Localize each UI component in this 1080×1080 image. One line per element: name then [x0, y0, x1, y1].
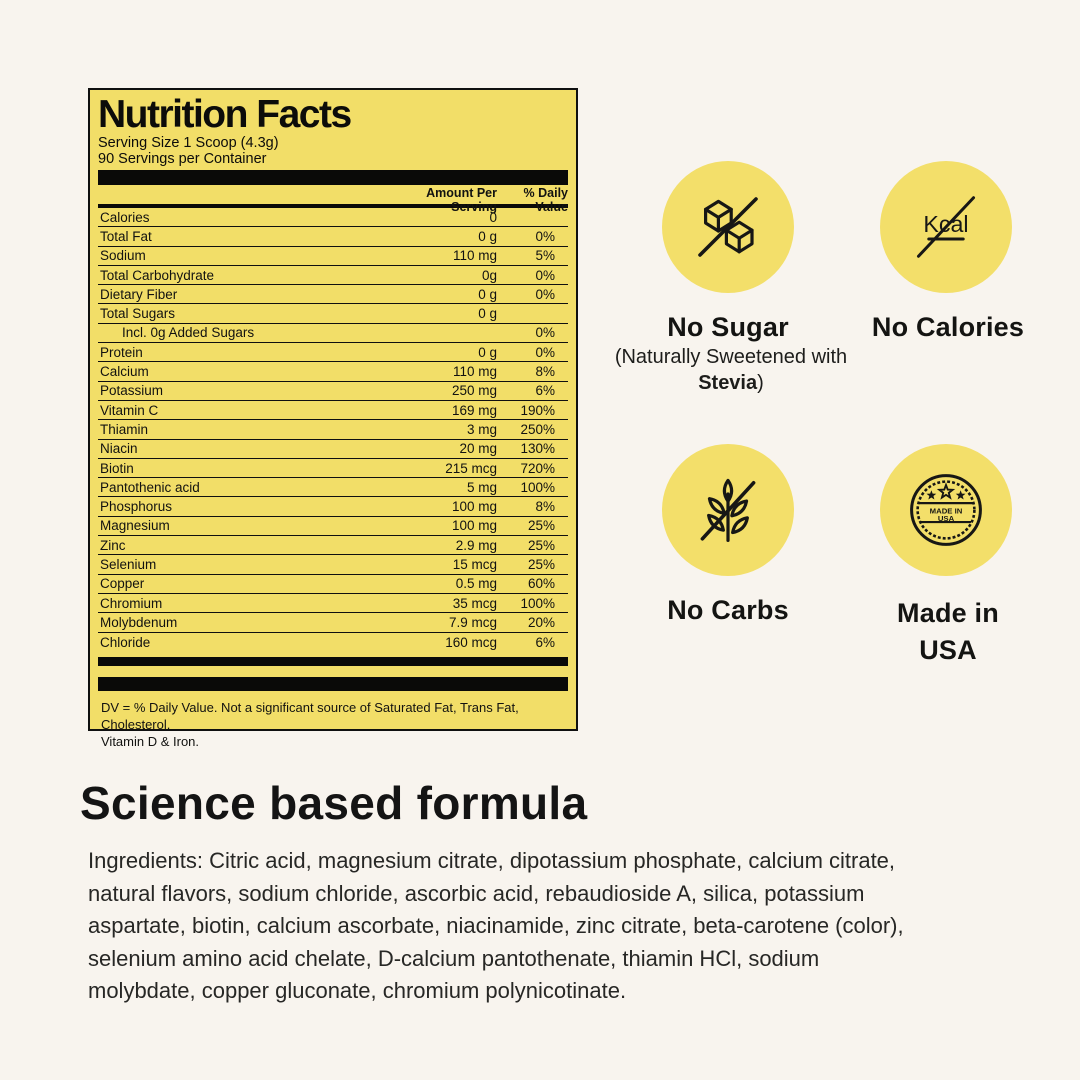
nutrient-amount: 215 mcg	[445, 460, 497, 476]
nutrient-name: Thiamin	[100, 421, 149, 437]
nutrition-row	[98, 420, 568, 439]
nutrient-daily-value: 100%	[520, 479, 555, 495]
nutrient-daily-value: 130%	[520, 441, 555, 457]
nutrient-daily-value: 6%	[535, 634, 555, 650]
nutrient-name: Phosphorus	[100, 499, 173, 515]
nutrition-row	[98, 382, 568, 401]
nutrient-amount: 35 mcg	[452, 595, 497, 611]
nutrition-row	[98, 459, 568, 478]
servings-per-container-text: 90 Servings per Container	[98, 151, 267, 167]
nutrient-amount: 20 mg	[459, 441, 497, 457]
divider-bar-thick	[98, 677, 568, 691]
divider-bar-thick	[98, 657, 568, 666]
ingredients-paragraph: Ingredients: Citric acid, magnesium citrate, dipotassium phosphate, calcium citrate, natural flavors, sodium chloride, ascorbic acid, rebaudioside A, silica, potassium aspartate, biotin, calcium ascorbate, niacinamide, zinc citrate, beta-carotene (color), selenium amino acid chelate, D-calcium pantothenate, thiamin HCl, sodium molybdate, copper gluconate, chromium polynicotinate.	[88, 848, 904, 1004]
nutrient-amount: 0g	[481, 267, 497, 283]
nutrition-row	[98, 633, 568, 652]
nutrient-name: Calcium	[100, 364, 149, 380]
nutrition-row	[98, 324, 568, 343]
nutrient-name: Calories	[100, 209, 150, 225]
nutrient-amount: 110 mg	[452, 248, 497, 264]
nutrition-row	[98, 517, 568, 536]
nutrient-amount: 169 mg	[451, 402, 497, 418]
nutrient-amount: 0 g	[478, 344, 497, 360]
made-in-usa-seal-icon	[903, 467, 989, 553]
star-icon	[956, 490, 966, 499]
nutrient-daily-value: 0%	[535, 228, 555, 244]
nutrient-name: Dietary Fiber	[100, 286, 178, 302]
nutrient-amount: 160 mcg	[445, 634, 497, 650]
nutrient-name: Pantothenic acid	[100, 479, 200, 495]
nutrient-name: Biotin	[100, 460, 134, 476]
nutrition-row	[98, 440, 568, 459]
nutrient-amount: 0 g	[478, 306, 497, 322]
nutrition-row	[98, 555, 568, 574]
nutrient-daily-value: 8%	[535, 499, 555, 515]
nutrient-daily-value: 190%	[520, 402, 555, 418]
made-in-usa-label-line1: Made in	[897, 598, 999, 628]
nutrient-amount: 7.9 mcg	[448, 614, 497, 630]
nutrient-name: Molybdenum	[100, 614, 178, 630]
nutrient-daily-value: 8%	[535, 364, 555, 380]
nutrition-row	[98, 362, 568, 381]
nutrition-row	[98, 497, 568, 516]
nutrient-daily-value: 0%	[535, 344, 555, 360]
amount-column-header: Amount Per Serving	[426, 186, 497, 214]
science-based-formula-heading: Science based formula	[80, 777, 588, 829]
nutrition-row	[98, 247, 568, 266]
nutrient-amount: 100 mg	[451, 518, 497, 534]
nutrient-name: Chloride	[100, 634, 151, 650]
nutrient-daily-value: 20%	[527, 614, 555, 630]
nutrient-daily-value: 720%	[520, 460, 555, 476]
nutrition-facts-label	[88, 88, 578, 749]
nutrition-row	[98, 594, 568, 613]
nutrient-name: Protein	[100, 344, 143, 360]
nutrition-row	[98, 536, 568, 555]
seal-usa-text: USA	[937, 513, 955, 523]
nutrient-name: Total Sugars	[100, 306, 176, 322]
nutrition-row	[98, 266, 568, 285]
daily-value-footnote	[98, 699, 568, 750]
no-calories-badge	[880, 161, 1012, 293]
nutrition-row	[98, 478, 568, 497]
nutrient-daily-value: 25%	[527, 518, 555, 534]
kcal-text: Kcal	[923, 211, 969, 238]
nutrient-daily-value: 0%	[535, 267, 555, 283]
subtext-prefix: (Naturally Sweetened with	[614, 346, 848, 368]
nutrient-name: Magnesium	[100, 518, 170, 534]
wheat-crossed-icon	[688, 470, 768, 550]
nutrient-amount: 15 mcg	[452, 556, 497, 572]
nutrient-name: Copper	[100, 576, 145, 592]
serving-size-text: Serving Size 1 Scoop (4.3g)	[98, 135, 279, 151]
nutrient-daily-value: 0%	[535, 286, 555, 302]
nutrition-row	[98, 575, 568, 594]
made-in-usa-badge	[880, 444, 1012, 576]
nutrient-name: Sodium	[100, 248, 146, 264]
kcal-crossed-icon	[903, 184, 989, 270]
nutrient-name: Niacin	[100, 441, 138, 457]
nutrient-amount: 0	[489, 209, 497, 225]
nutrition-row	[98, 304, 568, 323]
nutrition-row	[98, 343, 568, 362]
no-carbs-badge	[662, 444, 794, 576]
nutrient-daily-value: 0%	[535, 325, 555, 341]
nutrient-name: Incl. 0g Added Sugars	[122, 325, 255, 341]
footnote-line: Vitamin D & Iron.	[101, 733, 200, 749]
nutrition-row	[98, 613, 568, 632]
nutrient-daily-value: 250%	[520, 421, 555, 437]
no-carbs-label: No Carbs	[667, 595, 789, 625]
star-icon	[939, 485, 952, 498]
made-in-usa-label-line2: USA	[919, 635, 977, 665]
nutrition-facts-title: Nutrition Facts	[98, 93, 351, 136]
seal-made-in-text: MADE IN	[929, 506, 963, 516]
nutrient-name: Zinc	[100, 537, 126, 553]
nutrient-name: Vitamin C	[100, 402, 159, 418]
no-sugar-label: No Sugar	[667, 312, 789, 342]
nutrition-row	[98, 401, 568, 420]
nutrient-daily-value: 25%	[527, 537, 555, 553]
no-sugar-badge	[662, 161, 794, 293]
nutrient-amount: 110 mg	[452, 364, 497, 380]
made-in-usa-label	[838, 595, 1058, 669]
nutrient-amount: 3 mg	[466, 421, 497, 437]
nutrient-amount: 5 mg	[466, 479, 497, 495]
nutrition-row	[98, 227, 568, 246]
nutrient-daily-value: 6%	[535, 383, 555, 399]
nutrition-column-headers	[98, 186, 568, 214]
nutrient-amount: 250 mg	[451, 383, 497, 399]
nutrient-amount: 2.9 mg	[455, 537, 497, 553]
divider-bar-thick	[98, 170, 568, 185]
nutrient-name: Total Carbohydrate	[100, 267, 215, 283]
nutrient-daily-value: 5%	[535, 248, 555, 264]
footnote-line: DV = % Daily Value. Not a significant source of Saturated Fat, Trans Fat, Cholesterol.	[101, 699, 519, 732]
nutrient-amount: 100 mg	[451, 499, 497, 515]
subtext-stevia: Stevia	[698, 372, 758, 394]
nutrient-amount: 0.5 mg	[455, 576, 497, 592]
no-calories-label: No Calories	[871, 312, 1025, 342]
no-sugar-subtext	[611, 344, 851, 396]
nutrient-daily-value: 60%	[527, 576, 555, 592]
nutrient-name: Potassium	[100, 383, 164, 399]
daily-value-column-header: % Daily Value	[523, 186, 568, 214]
nutrient-name: Total Fat	[100, 228, 152, 244]
subtext-suffix: )	[757, 372, 764, 394]
star-icon	[926, 490, 936, 499]
nutrient-daily-value: 100%	[520, 595, 555, 611]
sugar-cubes-crossed-icon	[688, 187, 768, 267]
nutrient-amount: 0 g	[478, 228, 497, 244]
nutrient-name: Selenium	[100, 556, 157, 572]
nutrient-amount: 0 g	[478, 286, 497, 302]
nutrition-rows	[98, 208, 568, 652]
nutrient-daily-value: 25%	[527, 556, 555, 572]
nutrient-name: Chromium	[100, 595, 163, 611]
nutrition-row	[98, 285, 568, 304]
